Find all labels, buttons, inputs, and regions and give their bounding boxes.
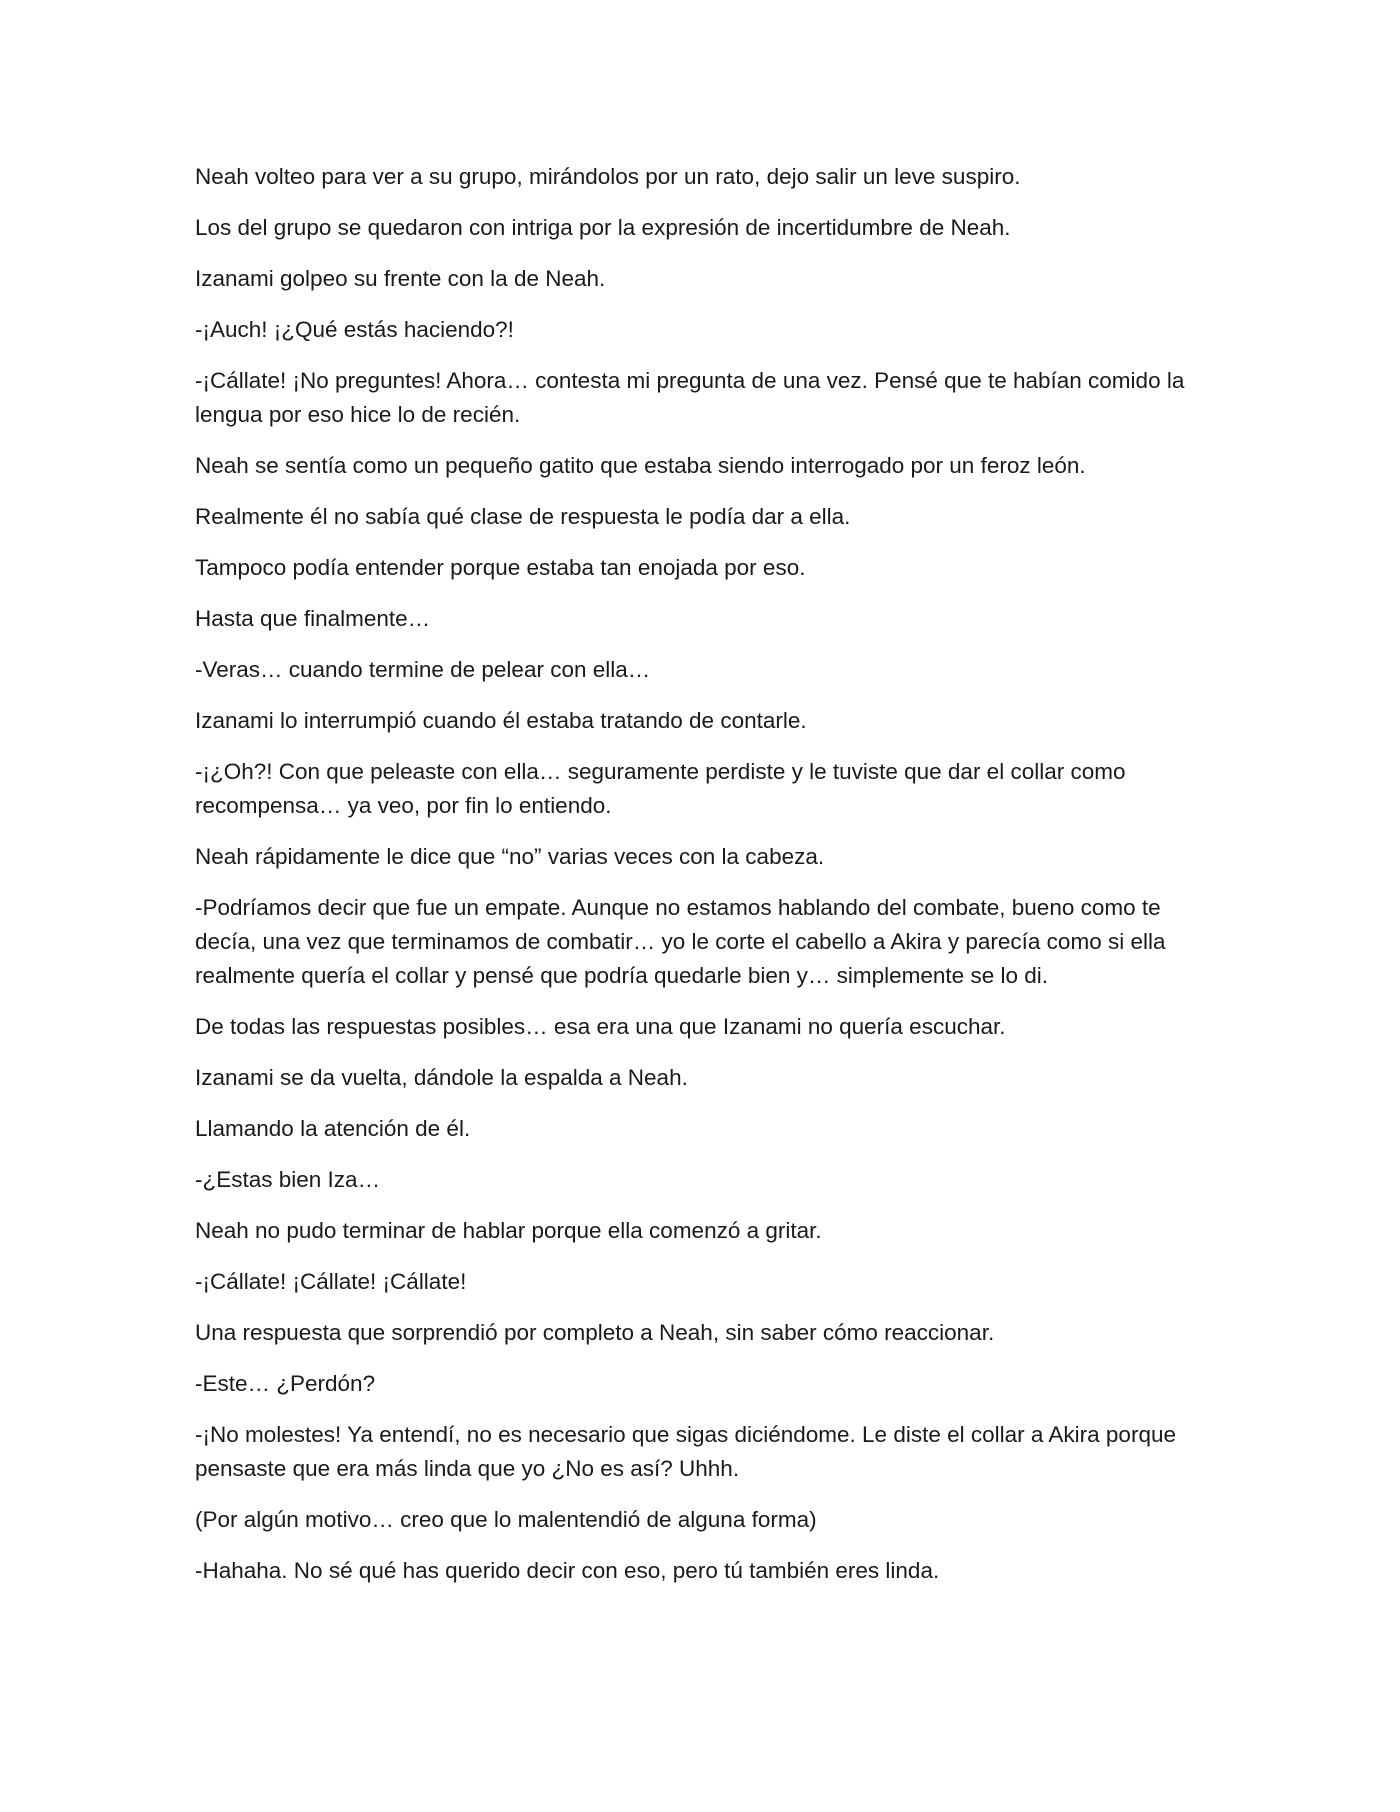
paragraph: -¡¿Oh?! Con que peleaste con ella… seguramente perdiste y le tuviste que dar el collar como recompensa… ya veo, por fin lo entiendo. — [195, 759, 1126, 818]
paragraph: Llamando la atención de él. — [195, 1116, 471, 1141]
paragraph: Realmente él no sabía qué clase de respuesta le podía dar a ella. — [195, 504, 851, 529]
paragraph: (Por algún motivo… creo que lo malentendió de alguna forma) — [195, 1507, 817, 1532]
paragraph: -Hahaha. No sé qué has querido decir con eso, pero tú también eres linda. — [195, 1558, 940, 1583]
paragraph: Los del grupo se quedaron con intriga por la expresión de incertidumbre de Neah. — [195, 215, 1011, 240]
paragraph: -¡Cállate! ¡Cállate! ¡Cállate! — [195, 1269, 467, 1294]
paragraph: Neah volteo para ver a su grupo, mirándolos por un rato, dejo salir un leve suspiro. — [195, 164, 1021, 189]
paragraph: Una respuesta que sorprendió por completo a Neah, sin saber cómo reaccionar. — [195, 1320, 995, 1345]
paragraph: Neah rápidamente le dice que “no” varias veces con la cabeza. — [195, 844, 825, 869]
document-body — [195, 160, 1215, 1605]
paragraph: -¡Auch! ¡¿Qué estás haciendo?! — [195, 317, 514, 342]
paragraph: Izanami se da vuelta, dándole la espalda a Neah. — [195, 1065, 688, 1090]
paragraph: Neah se sentía como un pequeño gatito que estaba siendo interrogado por un feroz león. — [195, 453, 1086, 478]
paragraph: De todas las respuestas posibles… esa era una que Izanami no quería escuchar. — [195, 1014, 1006, 1039]
paragraph: -¿Estas bien Iza… — [195, 1167, 381, 1192]
paragraph: Izanami lo interrumpió cuando él estaba tratando de contarle. — [195, 708, 807, 733]
paragraph: -Veras… cuando termine de pelear con ella… — [195, 657, 651, 682]
paragraph: -¡No molestes! Ya entendí, no es necesario que sigas diciéndome. Le diste el collar a Akira porque pensaste que era más linda que yo ¿No es así? Uhhh. — [195, 1422, 1176, 1481]
paragraph: Tampoco podía entender porque estaba tan enojada por eso. — [195, 555, 806, 580]
paragraph: -Podríamos decir que fue un empate. Aunque no estamos hablando del combate, bueno como te decía, una vez que terminamos de combatir… yo le corte el cabello a Akira y parecía como si ella realmente quería el collar y pensé que podría quedarle bien y… simplemente se lo di. — [195, 895, 1166, 988]
paragraph: -Este… ¿Perdón? — [195, 1371, 376, 1396]
paragraph: -¡Cállate! ¡No preguntes! Ahora… contesta mi pregunta de una vez. Pensé que te habían comido la lengua por eso hice lo de recién. — [195, 368, 1185, 427]
paragraph: Neah no pudo terminar de hablar porque ella comenzó a gritar. — [195, 1218, 822, 1243]
paragraph: Hasta que finalmente… — [195, 606, 431, 631]
paragraph: Izanami golpeo su frente con la de Neah. — [195, 266, 606, 291]
